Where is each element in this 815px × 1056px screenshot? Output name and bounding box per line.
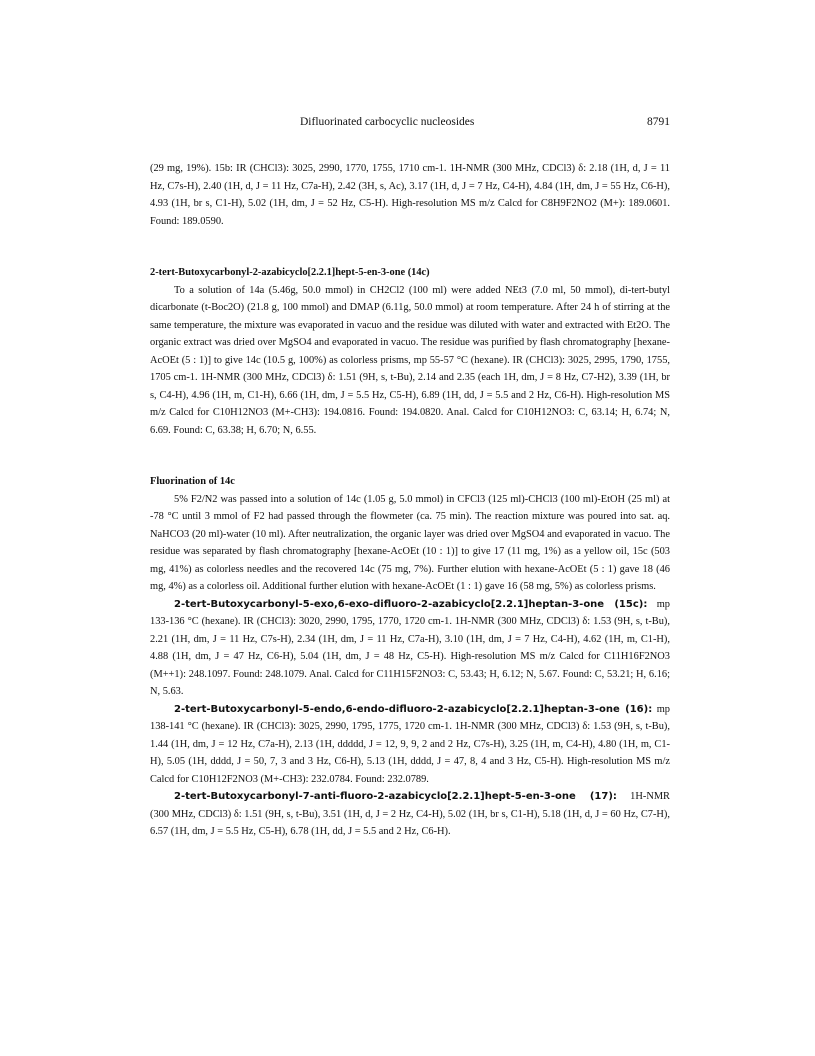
compound-name-16: 2-tert-Butoxycarbonyl-5-endo,6-endo-difluoro-2-azabicyclo[2.2.1]heptan-3-one (16): (174, 703, 653, 715)
page-number: 8791 (647, 116, 670, 128)
compound-data-17: 1H-NMR (300 MHz, CDCl3) δ: 1.51 (9H, s, t-Bu), 3.51 (1H, d, J = 2 Hz, C4-H), 5.02 (1H, br s, C1-H), 5.18 (1H, d, J = 60 Hz, C7-H), 6.57 (1H, dm, J = 5.5 Hz, C5-H), 6.78 (1H, dd, J = 5.5 and 2 Hz, C6-H). (150, 791, 670, 837)
compound-name-15c: 2-tert-Butoxycarbonyl-5-exo,6-exo-difluoro-2-azabicyclo[2.2.1]heptan-3-one (15c): (174, 598, 648, 610)
compound-data-15c: mp 133-136 °C (hexane). IR (CHCl3): 3020, 2990, 1795, 1770, 1720 cm-1. 1H-NMR (300 MHz, CDCl3) δ: 1.53 (9H, s, t-Bu), 2.21 (1H, dm, J = 11 Hz, C7s-H), 2.34 (1H, dm, J = 11 Hz, C7a-H), 3.10 (1H, dm, J = 7 Hz, C4-H), 4.62 (1H, m, C1-H), 4.88 (1H, dm, J = 47 Hz, C6-H), 5.04 (1H, dm, J = 48 Hz, C5-H). High-resolution MS m/z Calcd for C11H16F2NO3 (M++1): 248.1097. Found: 248.1079. Anal. Calcd for C11H15F2NO3: C, 53.43; H, 6.12; N, 5.67. Found: C, 53.21; H, 6.16; N, 5.63. (150, 598, 670, 697)
paragraph-16 (150, 701, 670, 789)
compound-name-17: 2-tert-Butoxycarbonyl-7-anti-fluoro-2-azabicyclo[2.2.1]hept-5-en-3-one (17): (174, 791, 617, 802)
compound-data-16: mp 138-141 °C (hexane). IR (CHCl3): 3025, 2990, 1795, 1775, 1720 cm-1. 1H-NMR (300 MHz, CDCl3) δ: 1.53 (9H, s, t-Bu), 1.44 (1H, dm, J = 12 Hz, C7a-H), 2.13 (1H, ddddd, J = 12, 9, 9, 2 and 2 Hz, C7s-H), 3.25 (1H, m, C4-H), 4.80 (1H, m, C1-H), 5.05 (1H, dddd, J = 50, 7, 3 and 3 Hz, C6-H), 5.13 (1H, dddd, J = 47, 8, 4 and 3 Hz, C5-H). High-resolution MS m/z Calcd for C10H12F2NO3 (M+-CH3): 232.0784. Found: 232.0789. (150, 703, 670, 785)
paragraph-fluorination-procedure: 5% F2/N2 was passed into a solution of 14c (1.05 g, 5.0 mmol) in CFCl3 (125 ml)-CHCl3 (100 ml)-EtOH (25 ml) at -78 °C until 3 mmol of F2 had passed through the flowmeter (ca. 75 min). The reaction mixture was poured into sat. aq. NaHCO3 (20 ml)-water (10 ml). After neutralization, the organic layer was dried over MgSO4 and evaporated in vacuo. The residue was separated by flash chromatography [hexane-AcOEt (10 : 1)] to give 17 (11 mg, 1%) as a yellow oil, 15c (503 mg, 41%) as colorless needles and the recovered 14c (75 mg, 7%). Further elution with hexane-AcOEt (5 : 1) gave 18 (46 mg, 4%) as a colorless oil. Additional further elution with hexane-AcOEt (1 : 1) gave 16 (58 mg, 5%) as colorless prisms. (150, 493, 670, 592)
section-heading-fluorination: Fluorination of 14c (150, 476, 235, 487)
article-body (150, 160, 670, 841)
paragraph-15b-data: (29 mg, 19%). 15b: IR (CHCl3): 3025, 2990, 1770, 1755, 1710 cm-1. 1H-NMR (300 MHz, CDCl3) δ: 2.18 (1H, d, J = 11 Hz, C7s-H), 2.40 (1H, d, J = 11 Hz, C7a-H), 2.42 (3H, s, Ac), 3.17 (1H, d, J = 7 Hz, C4-H), 4.84 (1H, dm, J = 55 Hz, C6-H), 4.93 (1H, br s, C1-H), 5.02 (1H, dm, J = 52 Hz, C5-H). High-resolution MS m/z Calcd for C8H9F2NO2 (M+): 189.0601. Found: 189.0590. (150, 163, 670, 227)
running-title: Difluorinated carbocyclic nucleosides (300, 116, 475, 128)
paragraph-14c-procedure: To a solution of 14a (5.46g, 50.0 mmol) in CH2Cl2 (100 ml) were added NEt3 (7.0 ml, 50 mmol), di-tert-butyl dicarbonate (t-Boc2O) (21.8 g, 100 mmol) and DMAP (6.11g, 50.0 mmol) at room temperature. After 24 h of stirring at the same temperature, the mixture was evaporated in vacuo and the residue was diluted with water and extracted with Et2O. The organic extract was dried over MgSO4 and evaporated in vacuo. The residue was purified by flash chromatography [hexane-AcOEt (5 : 1)] to give 14c (10.5 g, 100%) as colorless prisms, mp 55-57 °C (hexane). IR (CHCl3): 3025, 2995, 1790, 1755, 1705 cm-1. 1H-NMR (300 MHz, CDCl3) δ: 1.51 (9H, s, t-Bu), 2.14 and 2.35 (each 1H, dm, J = 8 Hz, C7-H2), 3.39 (1H, br s, C4-H), 4.96 (1H, m, C1-H), 6.66 (1H, dm, J = 5.5 Hz, C5-H), 6.89 (1H, dd, J = 5.5 and 2 Hz, C6-H). High-resolution MS m/z Calcd for C10H12NO3 (M+-CH3): 194.0816. Found: 194.0820. Anal. Calcd for C10H12NO3: C, 63.14; H, 6.74; N, 6.69. Found: C, 63.38; H, 6.70; N, 6.55. (150, 284, 670, 436)
paragraph-15c (150, 596, 670, 701)
paragraph-17 (150, 788, 670, 841)
section-heading-14c: 2-tert-Butoxycarbonyl-2-azabicyclo[2.2.1]hept-5-en-3-one (14c) (150, 267, 430, 278)
running-header (150, 116, 670, 132)
